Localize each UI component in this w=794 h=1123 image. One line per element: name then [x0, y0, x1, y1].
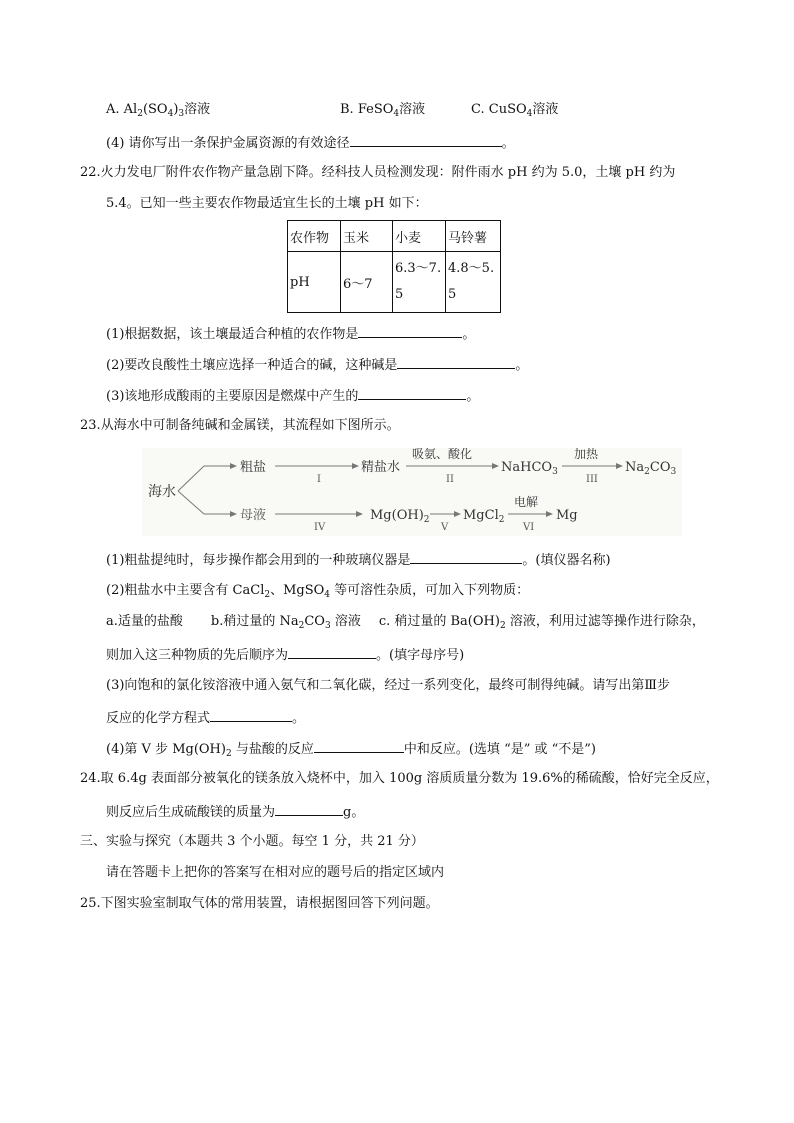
q21-option-a: A. $Al_2(SO_4)_3$溶液	[106, 102, 211, 119]
q22-stem-line2: 5.4。已知一些主要农作物最适宜生长的土壤 pH 如下：	[106, 196, 428, 211]
section3-instruction: 请在答题卡上把你的答案写在相对应的题号后的指定区域内	[106, 865, 445, 880]
q23-sub2-order: 则加入这三种物质的先后顺序为 。(填字母序号)	[106, 645, 464, 665]
step-label: II	[446, 474, 454, 485]
q25-stem: 25.下图实验室制取气体的常用装置，请根据图回答下列问题。	[80, 896, 439, 911]
table-header-cell: 小麦	[393, 221, 446, 252]
step-label: V	[441, 522, 449, 533]
electrolysis-label: 电解	[514, 495, 539, 509]
q24-line1: 24.取 6.4g 表面部分被氧化的镁条放入烧杯中，加入 100g 溶质质量分数为 19.6%的稀硫酸，恰好完全反应，	[80, 771, 719, 786]
q22-stem-line1: 22.火力发电厂附件农作物产量急剧下降。经科技人员检测发现：附件雨水 pH 约为 5.0，土壤 pH 约为	[80, 165, 676, 180]
q22-sub2: (2)要改良酸性土壤应选择一种适合的碱，这种碱是 。	[106, 355, 528, 375]
table-cell-wheat: 6.3～7. 5	[393, 252, 446, 313]
brine-label: 精盐水	[361, 460, 401, 475]
absorb-label: 吸氨、酸化	[412, 448, 473, 461]
section3-title: 三、实验与探究（本题共 3 个小题。每空 1 分，共 21 分）	[80, 834, 424, 849]
mg-label: Mg	[556, 508, 578, 523]
q23-sub2: (2)粗盐水中主要含有 CaCl$_2$、MgSO$_4$ 等可溶性杂质，可加入下列物质：	[106, 583, 530, 600]
q21-option-b: B. FeSO$_4$溶液	[340, 102, 426, 119]
answer-blank[interactable]	[350, 133, 502, 147]
q23-stem: 23.从海水中可制备纯碱和金属镁，其流程如下图所示。	[80, 418, 400, 433]
answer-blank[interactable]	[397, 355, 515, 369]
q21-option-c: C. CuSO$_4$溶液	[471, 102, 559, 119]
answer-blank[interactable]	[314, 739, 404, 753]
mgoh2-label: $Mg(OH)_2$	[370, 508, 430, 525]
nahco3-label: NaHCO$_3$	[501, 460, 558, 477]
table-row-label: pH	[288, 252, 341, 313]
q23-sub2-options: a.适量的盐酸 b.稍过量的 $Na_2CO_3$ 溶液 c. 稍过量的 $Ba(OH)_2$ 溶液，利用过滤等操作进行除杂，	[106, 614, 705, 631]
step-label: I	[317, 474, 321, 485]
q24-line2: 则反应后生成硫酸镁的质量为 g。	[106, 802, 364, 822]
step-label: III	[586, 474, 598, 485]
flow-diagram	[142, 448, 682, 536]
table-header-cell: 马铃薯	[446, 221, 501, 252]
step-label: VI	[523, 522, 535, 533]
q23-sub4: (4)第 V 步 $Mg(OH)_2$ 与盐酸的反应 中和反应。(选填 “是” 或 “不是”)	[106, 739, 596, 759]
na2co3-label: $Na_2CO_3$	[625, 460, 677, 477]
q23-sub3-line2: 反应的化学方程式 。	[106, 708, 305, 728]
crop-ph-table	[287, 220, 501, 313]
heat-label: 加热	[574, 448, 599, 461]
q23-sub3-line1: (3)向饱和的氯化铵溶液中通入氨气和二氧化碳，经过一系列变化，最终可制得纯碱。请写出第Ⅲ步	[106, 678, 670, 693]
table-cell-corn: 6～7	[341, 252, 393, 313]
table-header-cell: 玉米	[341, 221, 393, 252]
table-header-cell: 农作物	[288, 221, 341, 252]
answer-blank[interactable]	[210, 708, 292, 722]
table-cell-potato: 4.8～5. 5	[446, 252, 501, 313]
answer-blank[interactable]	[358, 386, 466, 400]
seawater-label: 海水	[148, 484, 176, 500]
answer-blank[interactable]	[288, 645, 376, 659]
answer-blank[interactable]	[358, 324, 462, 338]
answer-blank[interactable]	[410, 550, 522, 564]
step-label: IV	[314, 522, 326, 533]
q22-sub3: (3)该地形成酸雨的主要原因是燃煤中产生的 。	[106, 386, 479, 406]
crude-salt-label: 粗盐	[240, 460, 267, 475]
mgcl2-label: MgCl$_2$	[463, 508, 505, 525]
q21-sub4: (4) 请你写出一条保护金属资源的有效途径 。	[106, 133, 515, 153]
mother-liquor-label: 母液	[240, 508, 267, 523]
q23-sub1: (1)粗盐提纯时，每步操作都会用到的一种玻璃仪器是 。(填仪器名称)	[106, 550, 611, 570]
q22-sub1: (1)根据数据，该土壤最适合种植的农作物是 。	[106, 324, 475, 344]
answer-blank[interactable]	[275, 802, 343, 816]
